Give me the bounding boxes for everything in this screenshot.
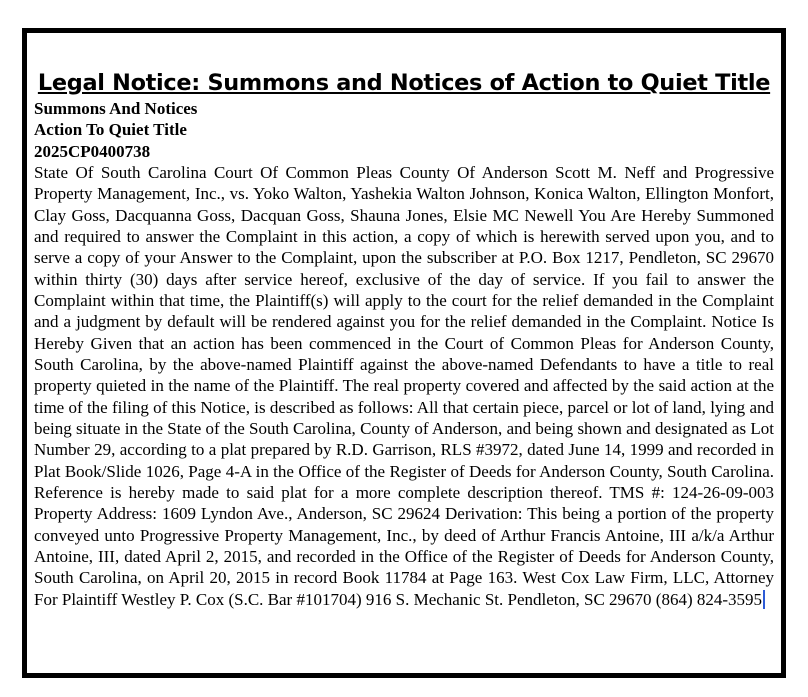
notice-subheading-quiet-title: Action To Quiet Title	[34, 120, 187, 140]
notice-body[interactable]	[34, 162, 774, 610]
case-number: 2025CP0400738	[34, 141, 151, 161]
notice-body-text: State Of South Carolina Court Of Common Pleas County Of Anderson Scott M. Neff and Progressive Property Management, Inc., vs. Yoko Walton, Yashekia Walton Johnson, Konica Walton, Ellington Monfort, Clay Goss, Dacquanna Goss, Dacquan Goss, Shauna Jones, Elsie MC Newell You Are Hereby Summoned and required to answer the Complaint in this action, a copy of which is herewith served upon you, and to serve a copy of your Answer to the Complaint, upon the subscriber at P.O. Box 1217, Pendleton, SC 29670 within thirty (30) days after service hereof, exclusive of the day of service. If you fail to answer the Complaint within that time, the Plaintiff(s) will apply to the court for the relief demanded in the Complaint and a judgment by default will be rendered against you for the relief demanded in the Complaint. Notice Is Hereby Given that an action has been commenced in the Court of Common Pleas for Anderson County, South Carolina, by the above-named Plaintiff against the above-named Defendants to have a title to real property quieted in the name of the Plaintiff. The real property covered and affected by the said action at the time of the filing of this Notice, is described as follows: All that certain piece, parcel or lot of land, lying and being situate in the State of the South Carolina, County of Anderson, and being shown and designated as Lot Number 29, according to a plat prepared by R.D. Garrison, RLS #3972, dated June 14, 1999 and recorded in Plat Book/Slide 1026, Page 4-A in the Office of the Register of Deeds for Anderson County, South Carolina. Reference is hereby made to said plat for a more complete description thereof. TMS #: 124-26-09-003 Property Address: 1609 Lyndon Ave., Anderson, SC 29624 Derivation: This being a portion of the property conveyed unto Progressive Property Management, Inc., by deed of Arthur Francis Antoine, III a/k/a Arthur Antoine, III, dated April 2, 2015, and recorded in the Office of the Register of Deeds for Anderson County, South Carolina, on April 20, 2015 in record Book 11784 at Page 163. West Cox Law Firm, LLC, Attorney For Plaintiff Westley P. Cox (S.C. Bar #101704) 916 S. Mechanic St. Pendleton, SC 29670 (864) 824-3595	[34, 162, 774, 609]
legal-notice-box	[22, 28, 786, 678]
notice-headline: Legal Notice: Summons and Notices of Action to Quiet Title	[37, 70, 771, 96]
notice-subheading-summons: Summons And Notices	[34, 99, 198, 118]
text-cursor	[763, 590, 765, 609]
legal-notice-content	[34, 69, 774, 610]
